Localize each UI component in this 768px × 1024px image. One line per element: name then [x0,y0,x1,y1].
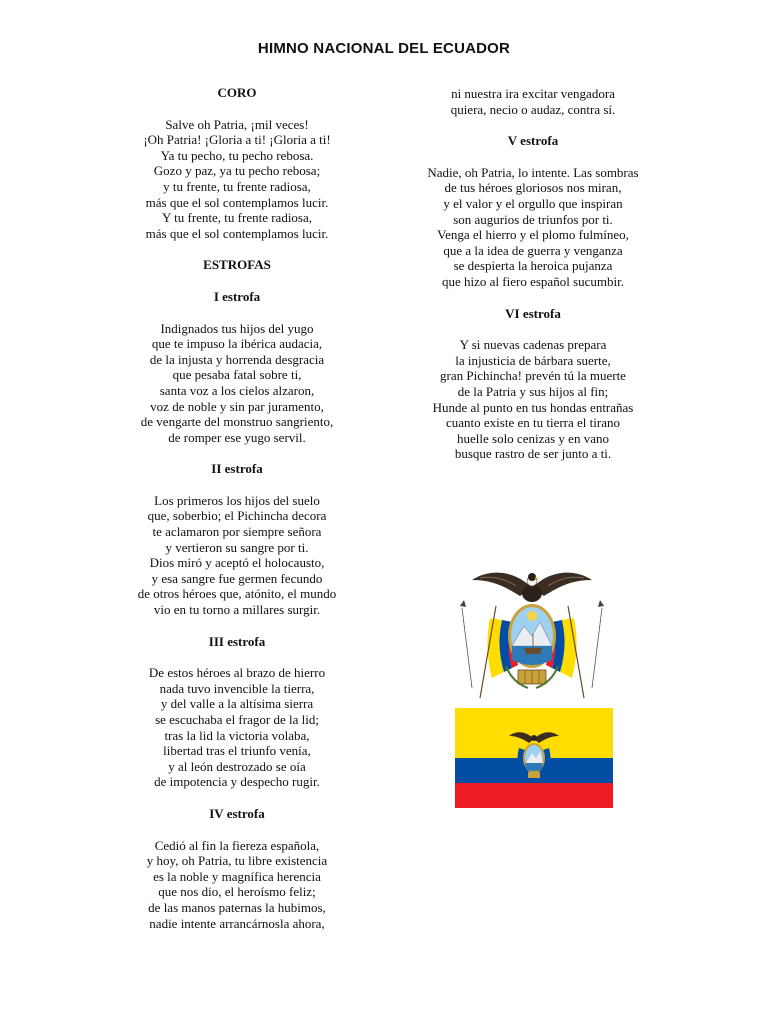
verse-section [394,306,672,462]
section-heading: VI estrofa [505,305,561,321]
verse-line: cuanto existe en tu tierra el tirano [446,415,620,431]
verse-line: voz de noble y sin par juramento, [150,398,324,414]
verse-line: Cedió al fin la fiereza española, [154,837,320,853]
condor-icon [472,573,592,602]
verse-line: y hoy, oh Patria, tu libre existencia [146,853,328,869]
verse-section [84,85,390,241]
verse-line: Indignados tus hijos del yugo [160,320,314,336]
verse-line: más que el sol contemplamos lucir. [145,194,329,210]
verse-section [394,86,672,117]
verse-line: Salve oh Patria, ¡mil veces! [165,116,309,132]
right-column [394,86,672,462]
verse-section [394,133,672,289]
verse-line: te aclamaron por siempre señora [152,524,322,540]
verse-line: que te impuso la ibérica audacia, [151,336,323,352]
verse-line: de las manos paternas la hubimos, [148,899,326,915]
section-gap [84,241,390,257]
verse-line: libertad tras el triunfo venía, [163,743,311,759]
shield-icon [508,604,556,668]
verse-line: de impotencia y despecho rugir. [154,774,320,790]
verse-line: se despierta la heroica pujanza [453,258,613,274]
section-gap [84,618,390,634]
verse-line: vio en tu torno a millares surgir. [153,602,321,618]
verse-line: de tus héroes gloriosos nos miran, [444,180,622,196]
verse-line: Hunde al punto en tus hondas entrañas [432,399,634,415]
verse-line: que, soberbio; el Pichincha decora [147,508,327,524]
section-heading: IV estrofa [209,805,265,821]
verse-line: Dios miró y aceptó el holocausto, [149,555,325,571]
verse-line: Gozo y paz, ya tu pecho rebosa; [153,163,321,179]
verse-line: De estos héroes al brazo de hierro [148,665,326,681]
section-heading: II estrofa [211,461,263,477]
verse-section [84,257,390,273]
section-heading: V estrofa [507,133,559,149]
section-gap [394,290,672,306]
section-gap [394,117,672,133]
verse-line: Los primeros los hijos del suelo [154,492,320,508]
section-heading: ESTROFAS [203,257,271,273]
verse-line: y el valor y el orgullo que inspiran [443,195,623,211]
verse-line: nadie intente arrancárnosla ahora, [149,915,325,931]
verse-line: más que el sol contemplamos lucir. [145,225,329,241]
verse-line: ¡Oh Patria! ¡Gloria a ti! ¡Gloria a ti! [143,132,331,148]
verse-line: que nos dio, el heroísmo feliz; [158,884,316,900]
verse-line: es la noble y magnífica herencia [153,868,321,884]
verse-line: la injusticia de bárbara suerte, [455,352,611,368]
verse-line: de romper ese yugo servil. [168,429,306,445]
verse-line: Ya tu pecho, tu pecho rebosa. [160,147,314,163]
section-heading: I estrofa [213,288,261,304]
verse-line: Venga el hierro y el plomo fulmíneo, [437,227,629,243]
verse-line: y al león destrozado se oía [168,758,306,774]
verse-line: que a la idea de guerra y venganza [443,242,623,258]
verse-line: gran Pichincha! prevén tú la muerte [440,368,626,384]
verse-line: son augurios de triunfos por ti. [453,211,613,227]
verse-line: Nadie, oh Patria, lo intente. Las sombras [427,164,639,180]
verse-line: nada tuvo invencible la tierra, [159,680,315,696]
verse-section [84,806,390,931]
left-column [84,85,390,931]
verse-line: huelle solo cenizas y en vano [457,430,609,446]
verse-line: quiera, necio o audaz, contra sí. [450,101,616,117]
verse-line: que hizo al fiero español sucumbir. [442,273,624,289]
ecuador-flag-image [455,708,613,808]
section-gap [84,790,390,806]
verse-line: y tu frente, tu frente radiosa, [163,178,311,194]
verse-line: de otros héroes que, atónito, el mundo [137,586,337,602]
verse-section [84,461,390,617]
verse-line: busque rastro de ser junto a ti. [454,446,612,462]
section-heading: III estrofa [208,633,266,649]
verse-line: santa voz a los cielos alzaron, [159,382,315,398]
verse-line: que pesaba fatal sobre ti, [172,367,302,383]
section-gap [84,273,390,289]
verse-line: de la Patria y sus hijos al fin; [457,383,609,399]
verse-line: de vengarte del monstruo sangriento, [140,414,334,430]
verse-line: y esa sangre fue germen fecundo [151,570,323,586]
verse-line: Y tu frente, tu frente radiosa, [161,210,313,226]
verse-line: de la injusta y horrenda desgracia [149,351,325,367]
verse-line: y del valle a la altísima sierra [160,696,314,712]
verse-line: tras la lid la victoria volaba, [164,727,310,743]
section-heading: CORO [217,85,257,100]
verse-line: Y si nuevas cadenas prepara [459,337,607,353]
verse-line: se escuchaba el fragor de la lid; [155,712,319,727]
section-gap [84,445,390,461]
verse-line: y vertieron su sangre por ti. [165,539,309,555]
page-title: HIMNO NACIONAL DEL ECUADOR [257,40,511,57]
verse-section [84,634,390,790]
flag-red-stripe [455,783,613,808]
verse-section [84,289,390,445]
verse-line: ni nuestra ira excitar vengadora [451,86,615,101]
coat-of-arms-image [432,548,632,718]
